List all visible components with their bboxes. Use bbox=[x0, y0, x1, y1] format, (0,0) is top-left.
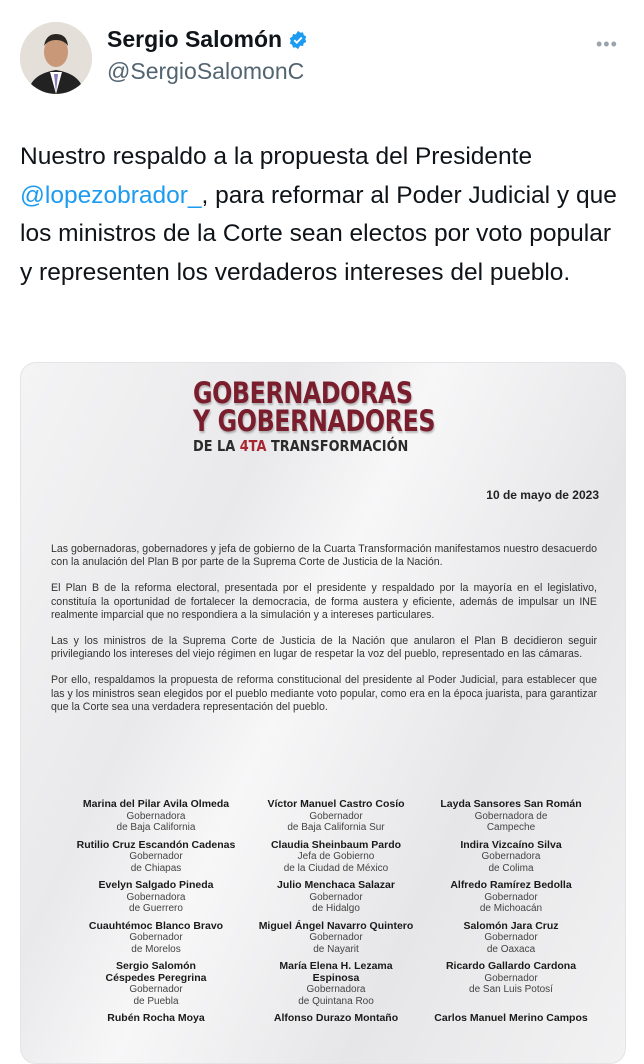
signatory-role: Gobernador bbox=[484, 891, 538, 903]
signatory-state: Campeche bbox=[486, 822, 536, 833]
signatory-role: Gobernador bbox=[129, 851, 183, 862]
signatory bbox=[421, 799, 601, 834]
signatory-role: Gobernador bbox=[484, 932, 538, 943]
signatory-role: Gobernadora bbox=[126, 891, 186, 903]
signatory-name: Rutilio Cruz Escandón Cadenas bbox=[76, 838, 236, 851]
signatory bbox=[61, 799, 251, 834]
signatory-name: Alfonso Durazo Montaño bbox=[273, 1012, 399, 1024]
signatory-name: Alfredo Ramírez Bedolla bbox=[450, 879, 572, 891]
signatory-name: Ricardo Gallardo Cardona bbox=[445, 960, 577, 972]
document-date: 10 de mayo de 2023 bbox=[486, 488, 599, 502]
signatory-role: Gobernadora de bbox=[474, 810, 548, 822]
signatory-state: de Oaxaca bbox=[486, 943, 536, 955]
signatory-state: de Chiapas bbox=[130, 862, 182, 874]
display-name[interactable]: Sergio Salomón bbox=[107, 26, 283, 52]
signatory-state: de San Luis Potosí bbox=[469, 984, 553, 995]
paragraph: El Plan B de la reforma electoral, presentada por el presidente y respaldado por la mayoría en el legislativo, constituía la oportunidad de fortalecer la democracia, de forma austera y eficiente, además de impulsar un INE realmente imparcial que no respondiera a la simulación y a intereses particulares. bbox=[51, 582, 597, 621]
paragraph: Las y los ministros de la Suprema Corte de Justicia de la Nación que anularon el Plan B decidieron seguir privilegiando los intereses del viejo régimen en lugar de respetar la voz del pueblo, representado en las cámaras. bbox=[51, 635, 597, 661]
signatory-name: Víctor Manuel Castro Cosío bbox=[267, 798, 405, 810]
signatory bbox=[251, 880, 421, 915]
signatory-name: Miguel Ángel Navarro Quintero bbox=[258, 919, 414, 932]
signatory-name: Layda Sansores San Román bbox=[440, 798, 582, 810]
signatory-state: de Morelos bbox=[131, 943, 181, 955]
signatory-name: Rubén Rocha Moya bbox=[107, 1012, 205, 1024]
signatory-name: Julio Menchaca Salazar bbox=[277, 879, 395, 891]
signatory bbox=[251, 1013, 421, 1025]
signatory-name: Carlos Manuel Merino Campos bbox=[434, 1012, 588, 1024]
signatory-name: Indira Vizcaíno Silva bbox=[460, 838, 562, 851]
signatory bbox=[61, 880, 251, 915]
signatory-state: de Puebla bbox=[133, 995, 179, 1007]
signatory bbox=[421, 1013, 601, 1025]
signatory-role: Gobernador bbox=[129, 984, 183, 995]
subtitle-post: TRANSFORMACIÓN bbox=[266, 437, 409, 455]
signatory-name: Sergio Salomón Céspedes Peregrina bbox=[105, 960, 207, 984]
signatory bbox=[251, 799, 421, 834]
signatory-role: Gobernador bbox=[484, 972, 538, 984]
tweet-image[interactable] bbox=[20, 362, 626, 1064]
signatory bbox=[61, 1013, 251, 1025]
signatory-role: Gobernador bbox=[129, 932, 183, 943]
mention-link[interactable]: @lopezobrador_ bbox=[20, 181, 202, 209]
document-subtitle bbox=[193, 437, 408, 455]
signatory-state: de Nayarit bbox=[313, 943, 359, 955]
signatory bbox=[61, 840, 251, 875]
signatory-role: Gobernadora bbox=[126, 810, 186, 822]
signatory-state: de Quintana Roo bbox=[298, 995, 374, 1007]
tweet-text bbox=[20, 138, 630, 292]
signatory bbox=[61, 921, 251, 956]
signatory-role: Gobernador bbox=[309, 810, 363, 822]
signatory bbox=[421, 961, 601, 1007]
signatory-role: Gobernador bbox=[309, 891, 363, 903]
signatory bbox=[421, 880, 601, 915]
signatory-name: Claudia Sheinbaum Pardo bbox=[270, 838, 402, 851]
author-handle[interactable]: @SergioSalomonC bbox=[107, 58, 305, 84]
subtitle-pre: DE LA bbox=[193, 437, 240, 455]
signatory-state: de Colima bbox=[488, 862, 534, 874]
signatory-role: Jefa de Gobierno bbox=[297, 851, 375, 862]
document-title bbox=[193, 376, 436, 438]
verified-badge-icon bbox=[288, 30, 308, 50]
author-name[interactable] bbox=[107, 26, 308, 53]
signatory bbox=[421, 921, 601, 956]
signatory-state: de Hidalgo bbox=[312, 903, 360, 914]
signatory-state: de la Ciudad de México bbox=[283, 862, 389, 874]
signatory bbox=[251, 921, 421, 956]
title-line-1: GOBERNADORAS bbox=[193, 376, 413, 410]
signatory-name: Evelyn Salgado Pineda bbox=[98, 879, 214, 891]
paragraph: Las gobernadoras, gobernadores y jefa de gobierno de la Cuarta Transformación manifestamos nuestro desacuerdo con la anulación del Plan B por parte de la Suprema Corte de Justicia de la Nación. bbox=[51, 543, 597, 569]
avatar-photo-icon bbox=[20, 22, 92, 94]
paragraph: Por ello, respaldamos la propuesta de reforma constitucional del presidente al Poder Judicial, para establecer que las y los ministros sean elegidos por el pueblo mediante voto popular, como era en la época juarista, para garantizar que la Corte sea una verdadera representación del pueblo. bbox=[51, 674, 597, 713]
signatory-state: de Baja California Sur bbox=[287, 822, 385, 833]
more-options-icon[interactable]: ••• bbox=[596, 34, 618, 54]
signatory-name: Salomón Jara Cruz bbox=[463, 919, 559, 932]
signatory bbox=[251, 840, 421, 875]
signatory-state: de Michoacán bbox=[479, 903, 543, 914]
signatory-role: Gobernadora bbox=[481, 851, 541, 862]
signatories-grid bbox=[61, 799, 601, 1025]
tweet-text-start: Nuestro respaldo a la propuesta del Presidente bbox=[20, 143, 533, 170]
signatory-name: Cuauhtémoc Blanco Bravo bbox=[88, 919, 224, 932]
tweet-text-end: , para reformar al Poder Judicial y que los ministros de la Corte sean electos por voto popular y representen los verdaderos intereses del pueblo. bbox=[20, 181, 617, 286]
signatory bbox=[421, 840, 601, 875]
subtitle-accent: 4TA bbox=[239, 437, 267, 455]
signatory bbox=[61, 961, 251, 1007]
signatory-name: María Elena H. Lezama Espinosa bbox=[279, 960, 393, 984]
title-line-2: Y GOBERNADORES bbox=[193, 404, 436, 438]
signatory-name: Marina del Pilar Avila Olmeda bbox=[82, 798, 230, 810]
signatory-role: Gobernador bbox=[309, 932, 363, 943]
signatory-state: de Baja California bbox=[116, 822, 196, 833]
signatory-role: Gobernadora bbox=[306, 984, 366, 995]
document-body bbox=[51, 543, 597, 727]
avatar[interactable] bbox=[20, 22, 92, 94]
signatory-state: de Guerrero bbox=[129, 903, 183, 914]
signatory bbox=[251, 961, 421, 1007]
